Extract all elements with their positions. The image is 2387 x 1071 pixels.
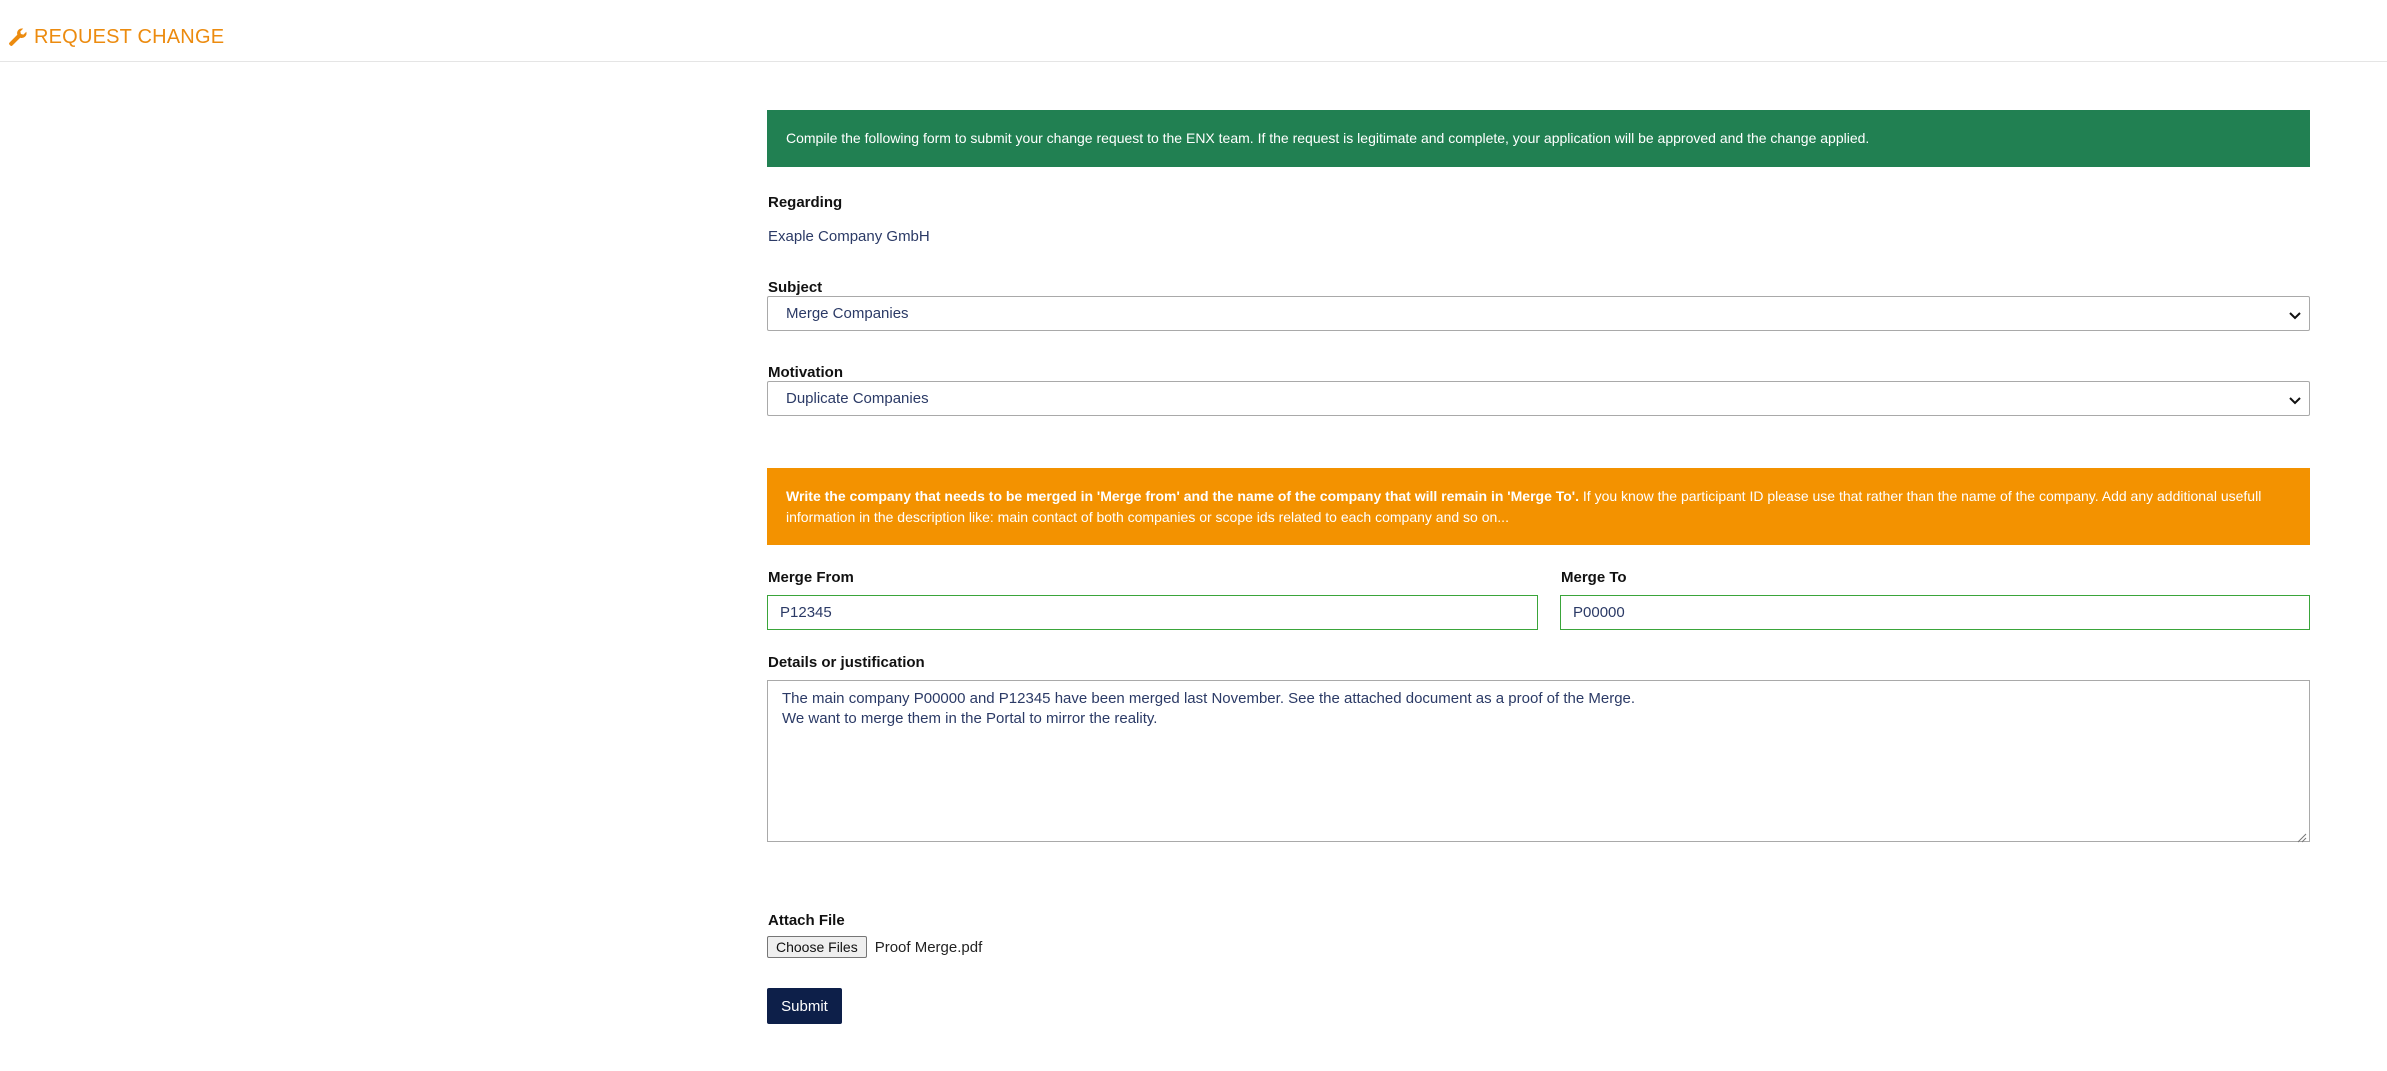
choose-files-button[interactable]: Choose Files bbox=[767, 936, 867, 958]
merge-from-input[interactable]: P12345 bbox=[767, 595, 1538, 630]
top-bar bbox=[0, 0, 2387, 62]
regarding-value: Exaple Company GmbH bbox=[768, 228, 930, 245]
page-title-text: REQUEST CHANGE bbox=[34, 26, 225, 48]
merge-instructions-bold: Write the company that needs to be merged in 'Merge from' and the name of the company that will remain in 'Merge To'. bbox=[786, 488, 1580, 504]
details-line-2: We want to merge them in the Portal to mirror the reality. bbox=[782, 710, 1158, 727]
merge-instructions-alert bbox=[767, 468, 2310, 545]
file-input bbox=[767, 936, 982, 958]
motivation-label: Motivation bbox=[768, 364, 843, 381]
chevron-down-icon bbox=[2288, 308, 2302, 322]
chevron-down-icon bbox=[2288, 393, 2302, 407]
merge-instructions-text: If you know the participant ID please use that rather than the name of the company. Add any additional usefull information in the description like: main contact of both companies or scope ids related to each company and so on... bbox=[786, 488, 2262, 525]
subject-select-value: Merge Companies bbox=[786, 305, 909, 322]
subject-select[interactable] bbox=[767, 296, 2310, 331]
submit-button[interactable]: Submit bbox=[767, 988, 842, 1024]
attach-file-label: Attach File bbox=[768, 912, 845, 929]
merge-to-input[interactable]: P00000 bbox=[1560, 595, 2310, 630]
motivation-select-value: Duplicate Companies bbox=[786, 390, 929, 407]
selected-file-name: Proof Merge.pdf bbox=[874, 938, 983, 956]
subject-label: Subject bbox=[768, 279, 823, 296]
details-line-1: The main company P00000 and P12345 have been merged last November. See the attached document as a proof of the Merge. bbox=[782, 690, 1636, 707]
wrench-icon bbox=[8, 27, 28, 47]
intro-alert: Compile the following form to submit your change request to the ENX team. If the request is legitimate and complete, your application will be approved and the change applied. bbox=[767, 110, 2310, 167]
resize-grip-icon[interactable] bbox=[2297, 829, 2307, 839]
motivation-select[interactable] bbox=[767, 381, 2310, 416]
merge-to-label: Merge To bbox=[1561, 569, 1627, 586]
regarding-label: Regarding bbox=[768, 194, 843, 211]
details-textarea[interactable] bbox=[767, 680, 2310, 842]
merge-from-label: Merge From bbox=[768, 569, 854, 586]
details-label: Details or justification bbox=[768, 654, 925, 671]
page-title bbox=[8, 26, 224, 48]
